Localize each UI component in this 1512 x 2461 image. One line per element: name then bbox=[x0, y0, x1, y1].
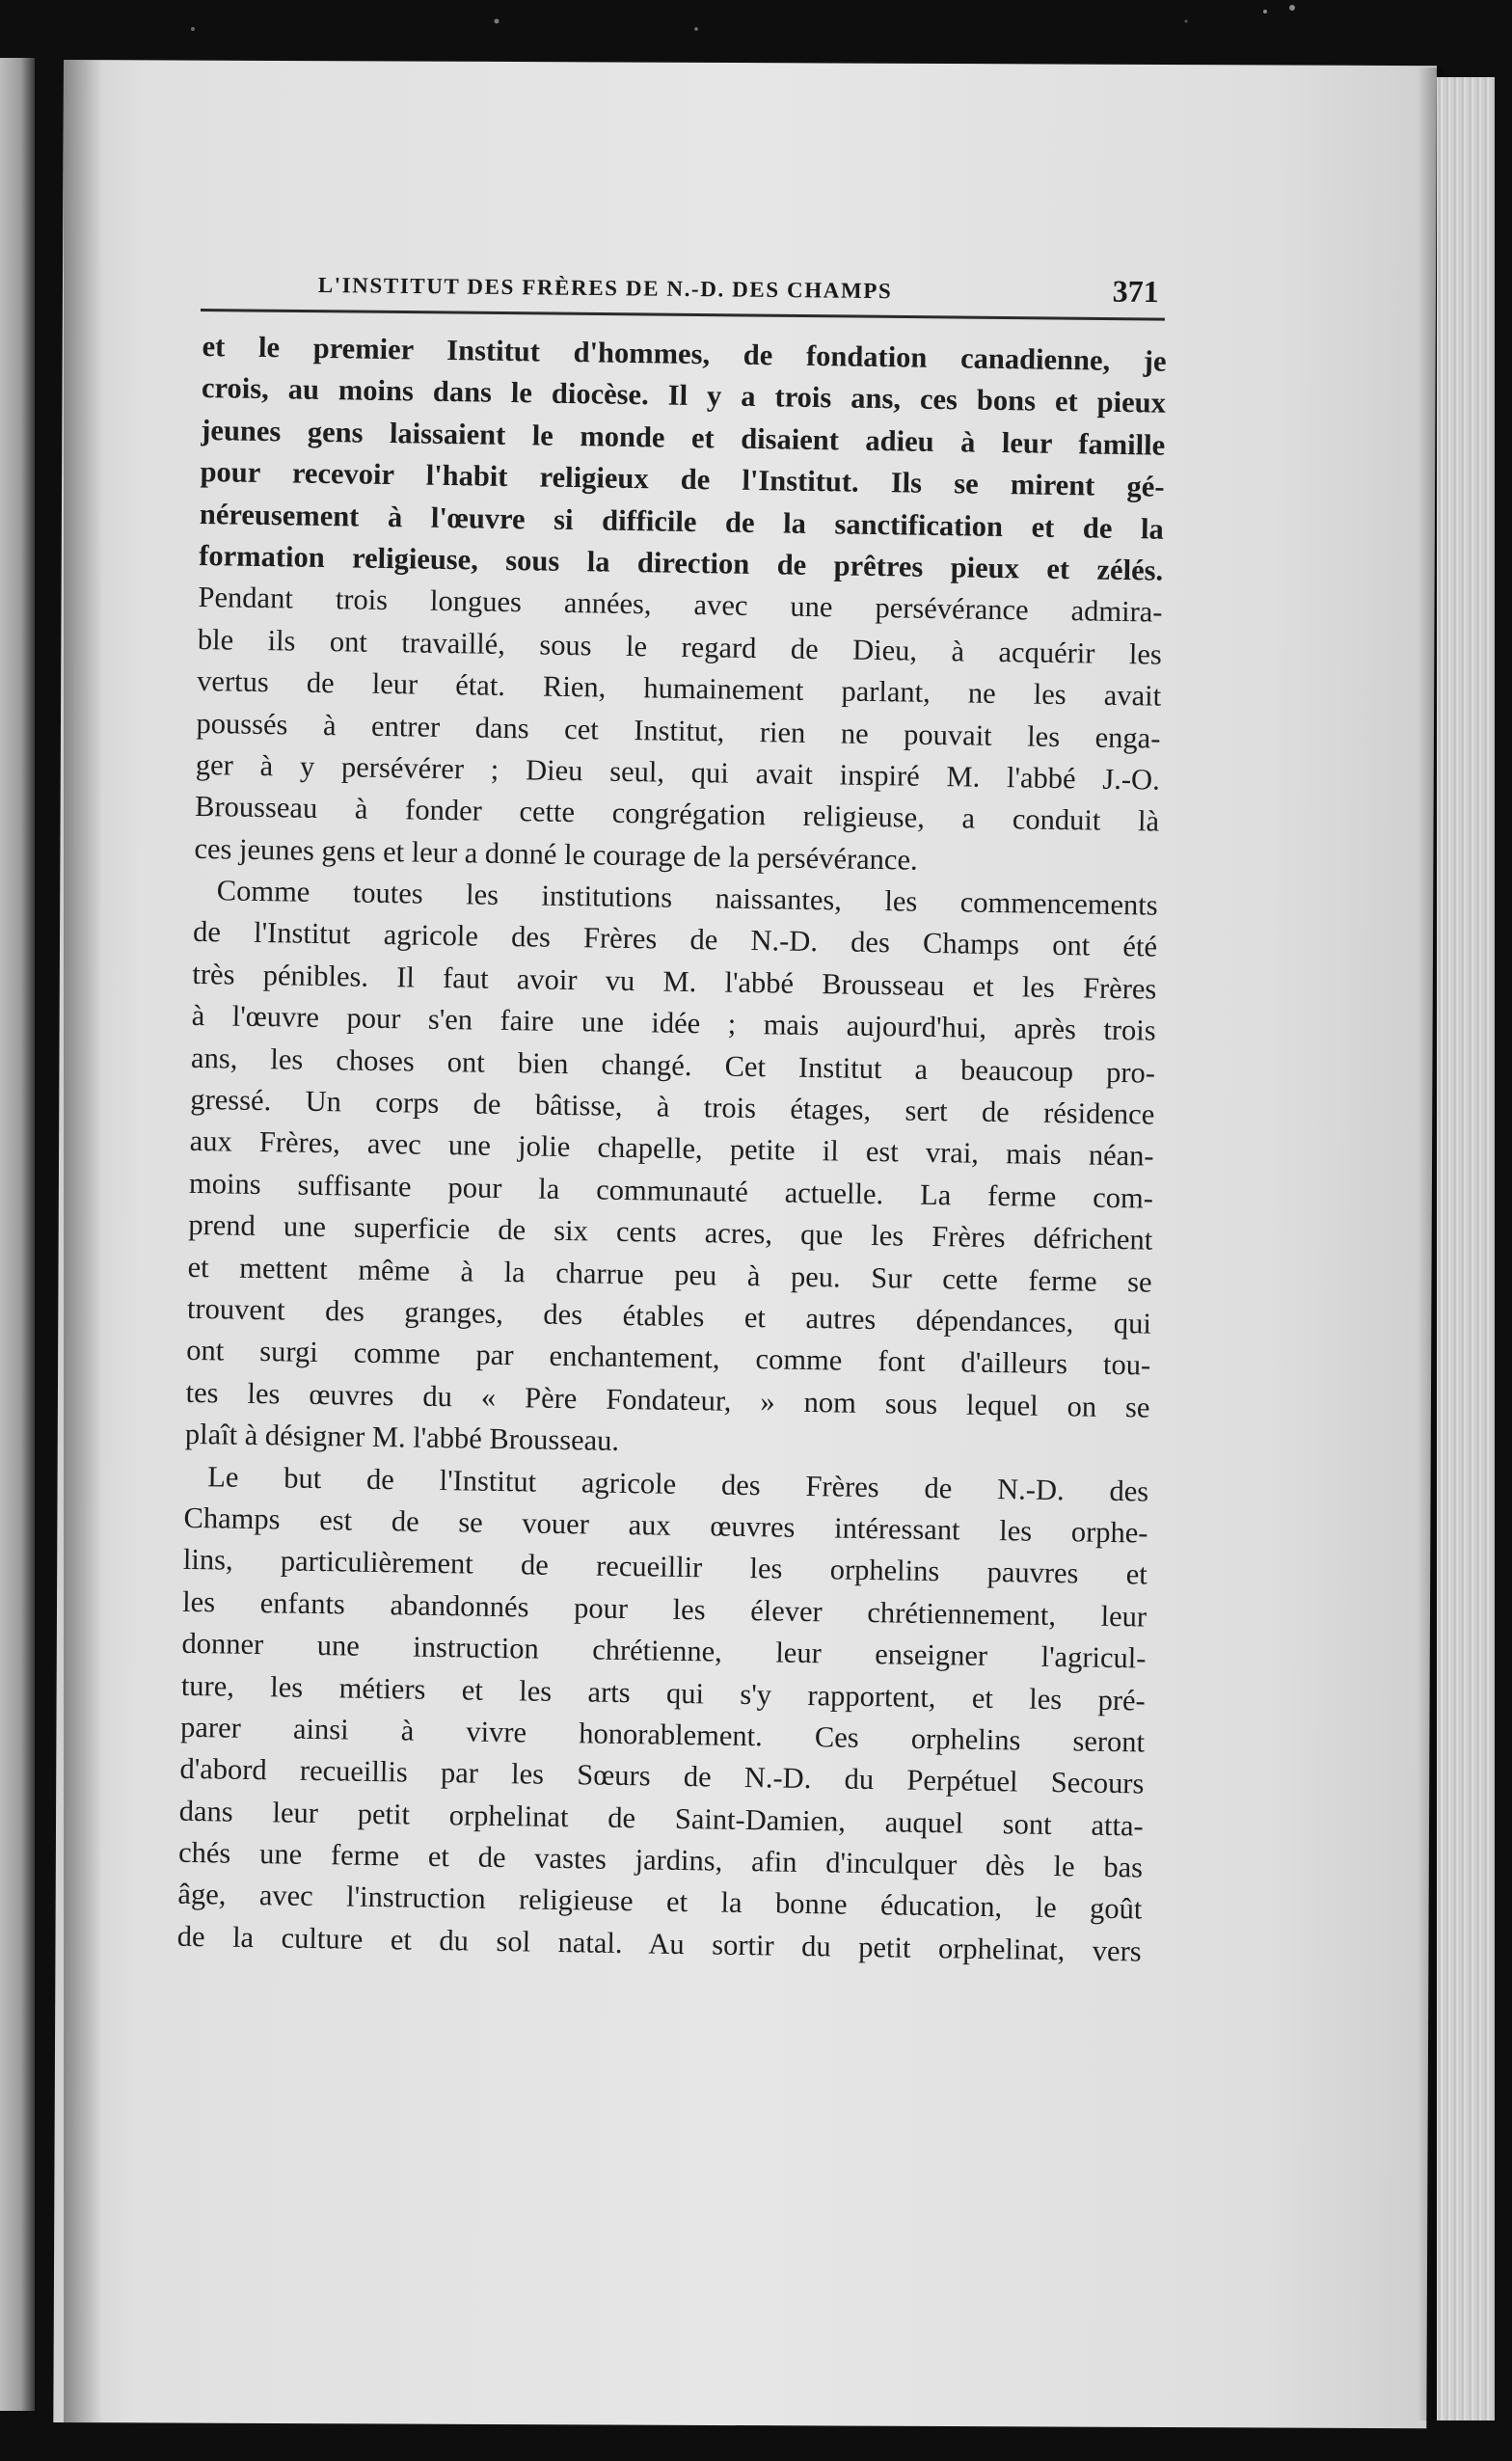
text-line: Brousseau à fonder cette congrégation religieuse, a conduit là bbox=[194, 790, 1160, 838]
text-line: dans leur petit orphelinat de Saint-Damien, auquel sont atta- bbox=[178, 1794, 1144, 1843]
body-text bbox=[176, 326, 1166, 1973]
text-line: et mettent même à la charrue peu à peu. Sur cette ferme se bbox=[187, 1250, 1152, 1299]
text-line: donner une instruction chrétienne, leur enseigner l'agricul- bbox=[181, 1626, 1147, 1675]
text-line: lins, particulièrement de recueillir les orphelins pauvres et bbox=[182, 1543, 1148, 1591]
running-head: L'INSTITUT DES FRÈRES DE N.-D. DES CHAMPS bbox=[317, 272, 893, 304]
text-line: de la culture et du sol natal. Au sortir du petit orphelinat, vers bbox=[176, 1919, 1142, 1968]
text-line: aux Frères, avec une jolie chapelle, petite il est vrai, mais néan- bbox=[189, 1124, 1154, 1174]
text-line: ont surgi comme par enchantement, comme font d'ailleurs tou- bbox=[186, 1334, 1151, 1382]
text-line: tes les œuvres du « Père Fondateur, » nom sous lequel on se bbox=[185, 1375, 1150, 1424]
text-line: très pénibles. Il faut avoir vu M. l'abbé Brousseau et les Frères bbox=[192, 957, 1157, 1006]
text-line: gressé. Un corps de bâtisse, à trois étages, sert de résidence bbox=[190, 1082, 1155, 1131]
page-number: 371 bbox=[1112, 273, 1159, 310]
text-line: âge, avec l'instruction religieuse et la bonne éducation, le goût bbox=[177, 1878, 1143, 1926]
text-line: ces jeunes gens et leur a donné le courage de la persévérance. bbox=[194, 831, 918, 877]
text-line: d'abord recueillis par les Sœurs de N.-D. du Perpétuel Secours bbox=[179, 1752, 1145, 1800]
text-line: ble ils ont travaillé, sous le regard de Dieu, à acquérir les bbox=[197, 622, 1163, 671]
text-line: les enfants abandonnés pour les élever chrétiennement, leur bbox=[181, 1584, 1148, 1634]
text-line: crois, au moins dans le diocèse. Il y a trois ans, ces bons et pieux bbox=[201, 371, 1167, 420]
text-line: ans, les choses ont bien changé. Cet Institut a beaucoup pro- bbox=[190, 1041, 1156, 1090]
text-line: ger à y persévérer ; Dieu seul, qui avait inspiré M. l'abbé J.-O. bbox=[195, 747, 1160, 797]
text-line: Comme toutes les institutions naissantes, les commencements bbox=[216, 874, 1158, 922]
stacked-page-edges bbox=[1437, 77, 1495, 2420]
text-line: néreusement à l'œuvre si difficile de la sanctification et de la bbox=[199, 497, 1165, 546]
text-line: et le premier Institut d'hommes, de fondation canadienne, je bbox=[202, 329, 1167, 378]
text-line: vertus de leur état. Rien, humainement parlant, ne les avait bbox=[196, 664, 1162, 713]
text-line: Pendant trois longues années, avec une persévérance admira- bbox=[198, 581, 1163, 630]
text-line: trouvent des granges, des étables et autres dépendances, qui bbox=[186, 1291, 1152, 1340]
text-line: moins suffisante pour la communauté actuelle. La ferme com- bbox=[188, 1166, 1154, 1215]
text-line: jeunes gens laissaient le monde et disaient adieu à leur famille bbox=[201, 413, 1166, 462]
text-line: formation religieuse, sous la direction de prêtres pieux et zélés. bbox=[198, 538, 1164, 587]
text-line: prend une superficie de six cents acres, que les Frères défrichent bbox=[188, 1208, 1153, 1257]
text-line: de l'Institut agricole des Frères de N.-D. des Champs ont été bbox=[192, 915, 1158, 964]
scan-specks bbox=[0, 0, 1512, 77]
spine-shadow bbox=[64, 60, 102, 2422]
text-line: pour recevoir l'habit religieux de l'Institut. Ils se mirent gé- bbox=[200, 455, 1165, 503]
text-line: ture, les métiers et les arts qui s'y rapportent, et les pré- bbox=[180, 1668, 1147, 1717]
text-line: à l'œuvre pour s'en faire une idée ; mais aujourd'hui, après trois bbox=[191, 999, 1156, 1047]
text-line: poussés à entrer dans cet Institut, rien ne pouvait les enga- bbox=[196, 706, 1161, 755]
text-line: plaît à désigner M. l'abbé Brousseau. bbox=[184, 1418, 620, 1458]
text-line: Champs est de se vouer aux œuvres intéressant les orphe- bbox=[183, 1501, 1148, 1550]
text-line: chés une ferme et de vastes jardins, afin d'inculquer dès le bas bbox=[177, 1835, 1144, 1884]
text-line: Le but de l'Institut agricole des Frères de N.-D. des bbox=[206, 1459, 1149, 1508]
left-page-edge bbox=[0, 58, 35, 2411]
text-line: parer ainsi à vivre honorablement. Ces orphelins seront bbox=[179, 1710, 1146, 1759]
